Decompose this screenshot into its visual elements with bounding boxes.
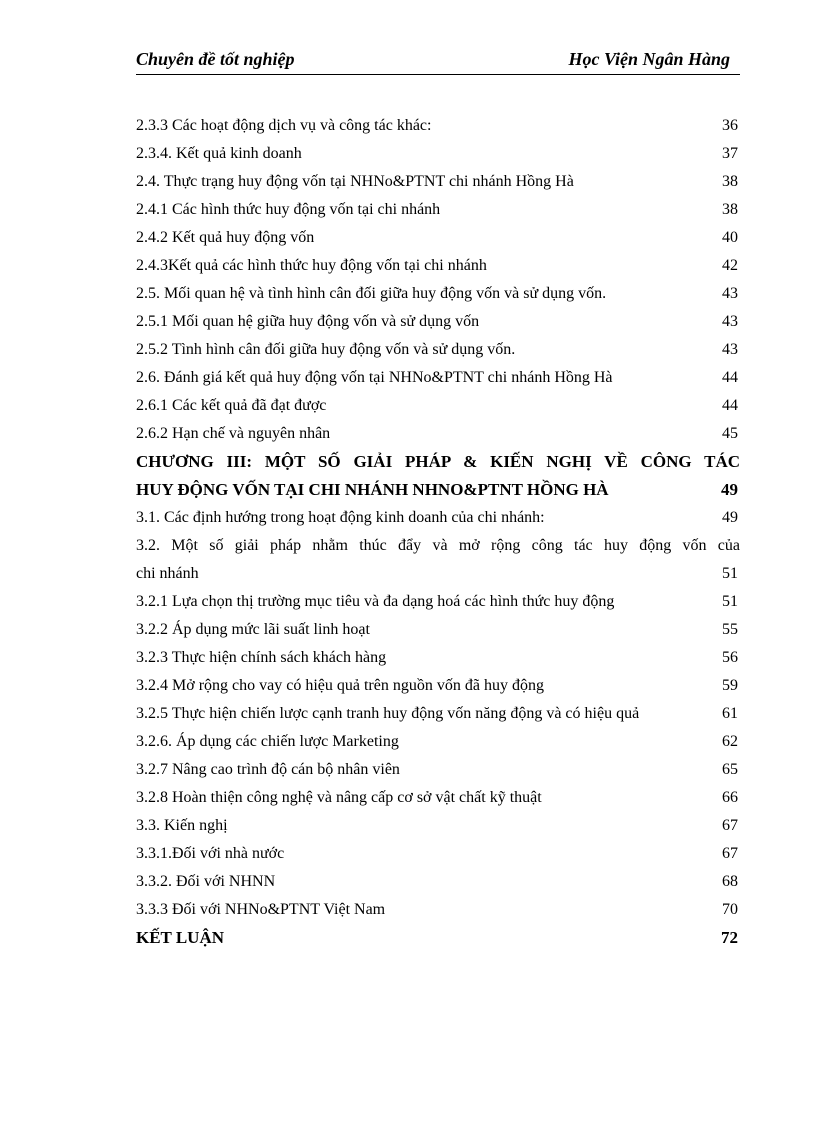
toc-entry-title: 3.1. Các định hướng trong hoạt động kinh doanh của chi nhánh:: [136, 509, 545, 526]
toc-entry[interactable]: [136, 644, 740, 672]
toc-entry-title-line1: 3.2. Một số giải pháp nhằm thúc đẩy và mở rộng công tác huy động vốn của: [136, 537, 740, 554]
toc-entry[interactable]: [136, 336, 740, 364]
toc-entry-page: 44: [722, 397, 738, 414]
toc-entry-page: 36: [722, 117, 738, 134]
toc-entry-title: 3.3.3 Đối với NHNo&PTNT Việt Nam: [136, 901, 386, 918]
toc-entry-page: 65: [722, 761, 738, 778]
toc-entry[interactable]: [136, 784, 740, 812]
toc-entry[interactable]: [136, 504, 740, 532]
toc-entry-page: 49: [722, 509, 738, 526]
toc-entry-title: 3.3.1.Đối với nhà nước: [136, 845, 285, 862]
toc-entry-page: 68: [722, 873, 738, 890]
toc-entry-page: 61: [722, 705, 738, 722]
toc-entry-page: 38: [722, 173, 738, 190]
toc-entry-page: 43: [722, 341, 738, 358]
toc-entry-page: 51: [722, 565, 738, 582]
toc-entry[interactable]: [136, 728, 740, 756]
toc-entry-title: 2.4.1 Các hình thức huy động vốn tại chi nhánh: [136, 201, 441, 218]
toc-conclusion-page: 72: [721, 928, 738, 947]
toc-entry-page: 56: [722, 649, 738, 666]
toc-entry[interactable]: [136, 700, 740, 728]
toc-entry-title: 2.6.2 Hạn chế và nguyên nhân: [136, 425, 331, 442]
toc-entry-page: 70: [722, 901, 738, 918]
toc-entry-title: 2.5.2 Tình hình cân đối giữa huy động vốn và sử dụng vốn.: [136, 341, 516, 358]
toc-entry-title: 3.2.5 Thực hiện chiến lược cạnh tranh huy động vốn năng động và có hiệu quả: [136, 705, 640, 722]
header-left-title: Chuyên đề tốt nghiệp: [136, 49, 295, 69]
toc-entry-title: 2.6.1 Các kết quả đã đạt được: [136, 397, 327, 414]
toc-entry[interactable]: [136, 364, 740, 392]
toc-entry-page: 66: [722, 789, 738, 806]
toc-entry[interactable]: [136, 112, 740, 140]
toc-entry[interactable]: [136, 840, 740, 868]
toc-entry[interactable]: [136, 308, 740, 336]
toc-entry-wrapped-line2[interactable]: [136, 560, 740, 588]
toc-entry-title: 3.2.4 Mở rộng cho vay có hiệu quả trên nguồn vốn đã huy động: [136, 677, 544, 694]
toc-entry-title: 3.3. Kiến nghị: [136, 817, 228, 834]
toc-entry-page: 51: [722, 593, 738, 610]
toc-chapter-page: 49: [721, 480, 738, 499]
toc-entry[interactable]: [136, 280, 740, 308]
toc-chapter-title-line1: CHƯƠNG III: MỘT SỐ GIẢI PHÁP & KIẾN NGHỊ VỀ CÔNG TÁC: [136, 452, 740, 471]
toc-conclusion[interactable]: [136, 924, 740, 952]
toc-entry[interactable]: [136, 616, 740, 644]
toc-entry-title: 2.4. Thực trạng huy động vốn tại NHNo&PTNT chi nhánh Hồng Hà: [136, 173, 574, 190]
toc-entry-title: 2.5.1 Mối quan hệ giữa huy động vốn và sử dụng vốn: [136, 313, 480, 330]
toc-entry-page: 42: [722, 257, 738, 274]
toc-chapter-title-line2: HUY ĐỘNG VỐN TẠI CHI NHÁNH NHNO&PTNT HỒNG HÀ: [136, 480, 609, 499]
toc-entry[interactable]: [136, 868, 740, 896]
header-right-title: Học Viện Ngân Hàng: [568, 49, 730, 69]
toc-entry-title: 2.4.3Kết quả các hình thức huy động vốn tại chi nhánh: [136, 257, 487, 274]
toc-entry-page: 67: [722, 817, 738, 834]
toc-entry-title: 3.2.1 Lựa chọn thị trường mục tiêu và đa dạng hoá các hình thức huy động: [136, 593, 615, 610]
toc-entry-page: 59: [722, 677, 738, 694]
toc-entry[interactable]: [136, 392, 740, 420]
toc-entry-page: 62: [722, 733, 738, 750]
toc-entry-title: 3.2.7 Nâng cao trình độ cán bộ nhân viên: [136, 761, 400, 778]
toc-entry-title: 2.6. Đánh giá kết quả huy động vốn tại NHNo&PTNT chi nhánh Hồng Hà: [136, 369, 613, 386]
toc-entry-title: 2.5. Mối quan hệ và tình hình cân đối giữa huy động vốn và sử dụng vốn.: [136, 285, 607, 302]
toc-entry[interactable]: [136, 224, 740, 252]
toc-entry-title: 3.2.8 Hoàn thiện công nghệ và nâng cấp cơ sở vật chất kỹ thuật: [136, 789, 542, 806]
page-header: [136, 48, 740, 75]
toc-entry-title: 2.4.2 Kết quả huy động vốn: [136, 229, 315, 246]
toc-entry-title: 2.3.3 Các hoạt động dịch vụ và công tác khác:: [136, 117, 432, 134]
toc-entry[interactable]: [136, 812, 740, 840]
toc-entry[interactable]: [136, 140, 740, 168]
toc-entry-title: 3.2.6. Áp dụng các chiến lược Marketing: [136, 733, 399, 750]
toc-entry-page: 55: [722, 621, 738, 638]
toc-entry-title: 2.3.4. Kết quả kinh doanh: [136, 145, 302, 162]
toc-entry[interactable]: [136, 896, 740, 924]
toc-entry[interactable]: [136, 756, 740, 784]
toc-entry-page: 43: [722, 285, 738, 302]
toc-entry[interactable]: [136, 420, 740, 448]
toc-entry-page: 37: [722, 145, 738, 162]
toc-entry-title-line2: chi nhánh: [136, 565, 199, 582]
toc-chapter-heading-line2[interactable]: [136, 476, 740, 504]
toc-entry[interactable]: [136, 252, 740, 280]
toc-entry-wrapped-line1[interactable]: [136, 532, 740, 560]
toc-entry-page: 43: [722, 313, 738, 330]
toc-entry-title: 3.2.2 Áp dụng mức lãi suất linh hoạt: [136, 621, 370, 638]
toc-entry[interactable]: [136, 672, 740, 700]
toc-entry-page: 44: [722, 369, 738, 386]
toc-entry[interactable]: [136, 196, 740, 224]
toc-entry-page: 45: [722, 425, 738, 442]
toc-entry[interactable]: [136, 168, 740, 196]
toc-entry-title: 3.2.3 Thực hiện chính sách khách hàng: [136, 649, 387, 666]
toc-entry[interactable]: [136, 588, 740, 616]
table-of-contents: [136, 112, 740, 952]
toc-conclusion-title: KẾT LUẬN: [136, 928, 225, 947]
toc-entry-title: 3.3.2. Đối với NHNN: [136, 873, 276, 890]
toc-chapter-heading-line1[interactable]: [136, 448, 740, 476]
toc-entry-page: 67: [722, 845, 738, 862]
toc-entry-page: 38: [722, 201, 738, 218]
toc-entry-page: 40: [722, 229, 738, 246]
